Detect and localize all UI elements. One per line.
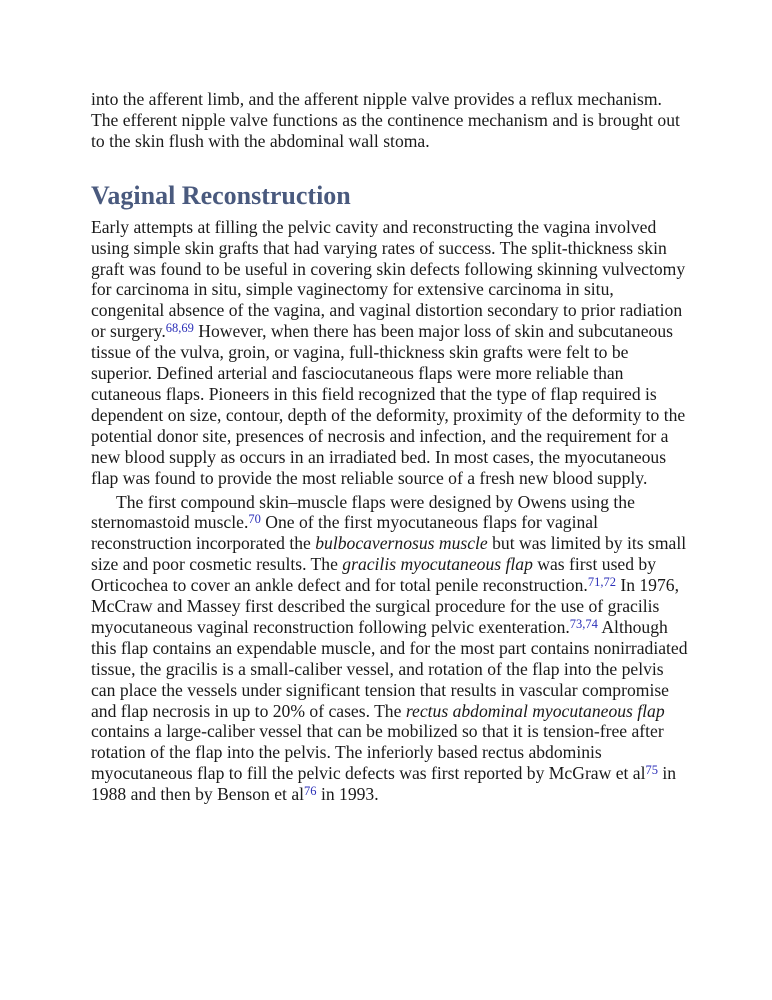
citation-separator: , [178, 321, 182, 336]
italic-term-rectus-flap: rectus abdominal myocutaneous flap [405, 700, 665, 721]
citation-link-76[interactable]: 76 [304, 784, 317, 799]
p2-text-6: Although this flap contains an expendable muscle, and for the most part contains nonirradiated tissue, the gracilis is a small-caliber vessel, and rotation of the flap into the pelvis can place the vessels under significant tension that results in vascular compromise and flap necrosis in up to 20% of cases. The [91, 616, 688, 721]
citation-link-75[interactable]: 75 [645, 763, 659, 778]
citation-link-68[interactable]: 68 [165, 321, 179, 336]
citation-link-71[interactable]: 71 [587, 575, 601, 590]
p2-text-7: contains a large-caliber vessel that can be mobilized so that it is tension-free after rotation of the flap into the pelvis. The inferiorly based rectus abdominis myocutaneous flap to fill the pelvic defects was first reported by McGraw et al [91, 721, 664, 784]
citation-separator: , [582, 616, 586, 631]
p1-text-1: Early attempts at filling the pelvic cavity and reconstructing the vagina involved using simple skin grafts that had varying rates of success. The split-thickness skin graft was found to be useful in covering skin defects following skinning vulvectomy for carcinoma in situ, simple vaginectomy for extensive carcinoma in situ, congenital absence of the vagina, and vaginal distortion secondary to prior radiation or surgery. [91, 216, 686, 342]
p2-text-5: In 1976, McCraw and Massey first described the surgical procedure for the use of gracilis myocutaneous vaginal reconstruction following pelvic exenteration. [91, 575, 679, 637]
p2-text-3: but was limited by its small size and poor cosmetic results. The [91, 533, 687, 575]
paragraph-2 [91, 492, 691, 806]
italic-term-bulbocavernosus: bulbocavernosus muscle [315, 533, 488, 554]
intro-text: into the afferent limb, and the afferent nipple valve provides a reflux mechanism. The efferent nipple valve functions as the continence mechanism and is brought out to the skin flush with the abdominal wall stoma. [91, 89, 680, 151]
section-heading: Vaginal Reconstruction [91, 180, 351, 210]
citation-link-69[interactable]: 69 [181, 321, 194, 336]
citation-link-74[interactable]: 74 [585, 616, 598, 631]
p2-text-9: in 1993. [316, 784, 379, 805]
citation-separator: , [600, 575, 604, 590]
p1-text-2: However, when there has been major loss of skin and subcutaneous tissue of the vulva, groin, or vagina, full-thickness skin grafts were felt to be superior. Defined arterial and fasciocutaneous flaps were more reliable than cutaneous flaps. Pioneers in this field recognized that the type of flap required is dependent on size, contour, depth of the deformity, proximity of the deformity to the potential donor site, presences of necrosis and infection, and the requirement for a new blood supply as occurs in an irradiated bed. In most cases, the myocutaneous flap was found to provide the most reliable source of a fresh new blood supply. [91, 321, 686, 488]
intro-paragraph [91, 89, 691, 152]
citation-76 [304, 784, 317, 798]
citation-link-73[interactable]: 73 [569, 616, 583, 631]
document-page [91, 89, 691, 805]
p2-text-4: was first used by Orticochea to cover an ankle defect and for total penile reconstruction. [91, 554, 657, 596]
citation-link-70[interactable]: 70 [248, 512, 261, 527]
p2-text-8: in 1988 and then by Benson et al [91, 763, 677, 805]
citation-68-69 [166, 321, 194, 335]
p2-text-1: The first compound skin–muscle flaps were designed by Owens using the sternomastoid muscle. [91, 491, 635, 533]
citation-link-72[interactable]: 72 [603, 575, 616, 590]
citation-71-72 [588, 575, 616, 589]
citation-73-74 [570, 617, 598, 631]
p2-text-2: One of the first myocutaneous flaps for vaginal reconstruction incorporated the [91, 512, 598, 554]
paragraph-1 [91, 217, 691, 489]
citation-70 [248, 512, 261, 526]
italic-term-gracilis-flap: gracilis myocutaneous flap [342, 554, 533, 575]
citation-75 [646, 763, 659, 777]
